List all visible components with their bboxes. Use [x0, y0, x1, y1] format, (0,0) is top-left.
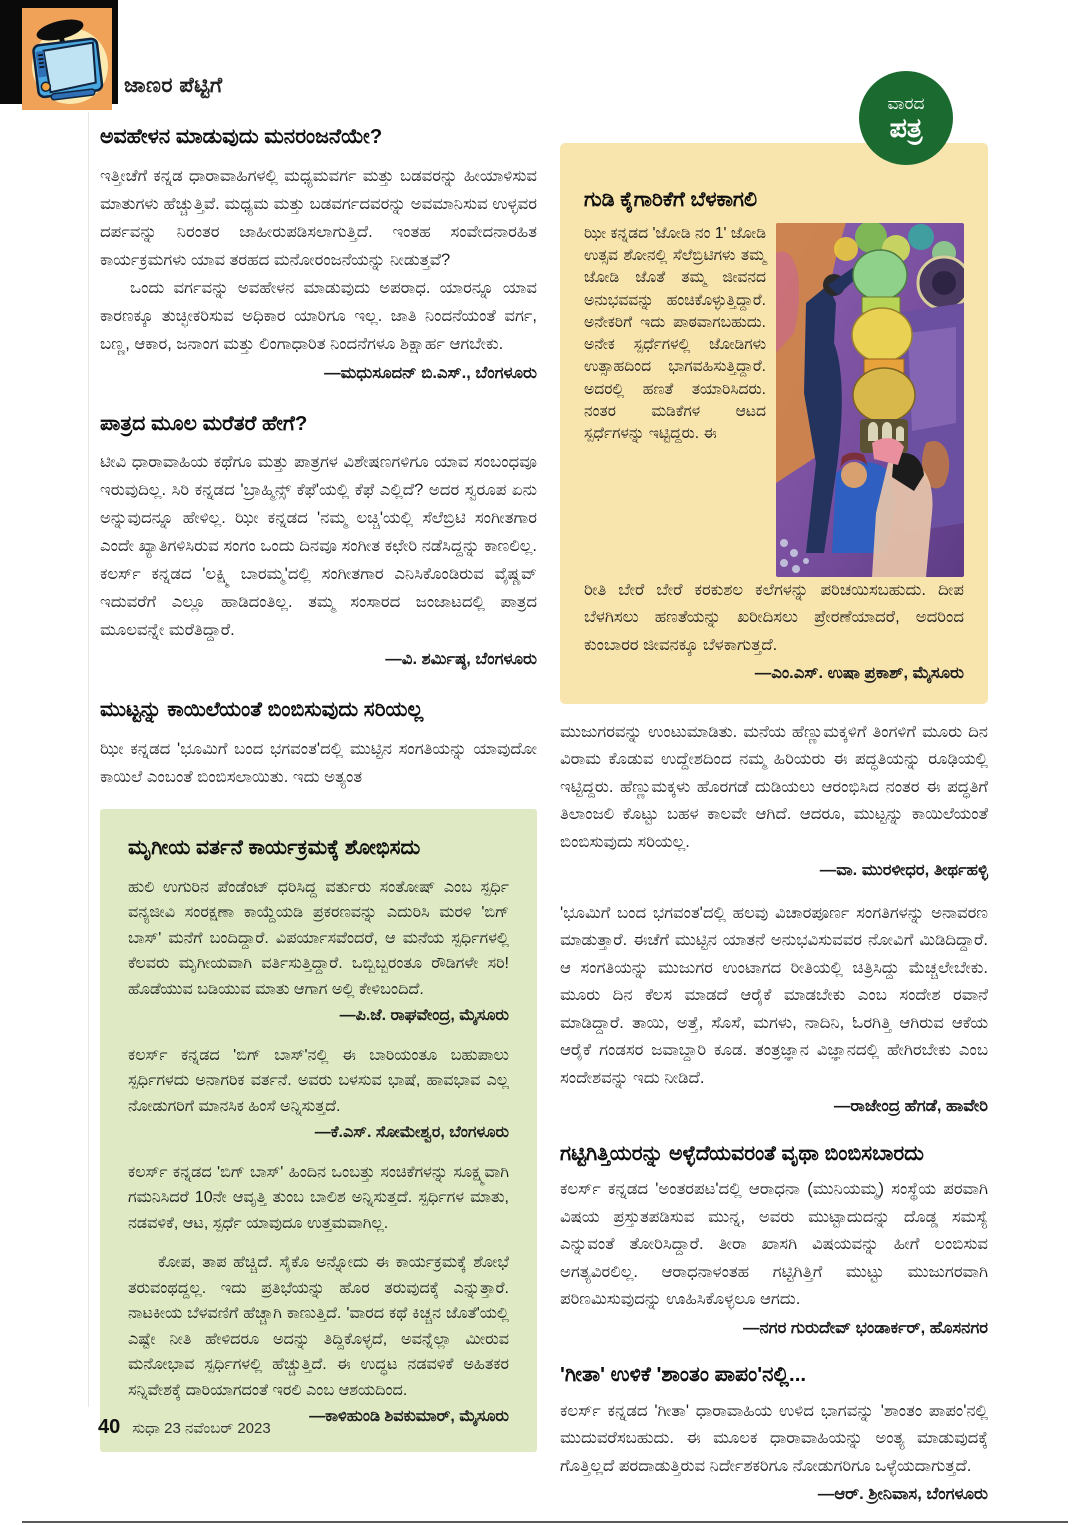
- letter-heading: 'ಗೀತಾ' ಉಳಿಕೆ 'ಶಾಂತಂ ಪಾಪಂ'ನಲ್ಲಿ...: [560, 1363, 807, 1387]
- letter-heading: ಮುಟ್ಟನ್ನು ಕಾಯಿಲೆಯಂತೆ ಬಿಂಬಿಸುವುದು ಸರಿಯಲ್ಲ: [100, 698, 424, 722]
- featured-letter-heading: ಗುಡಿ ಕೈಗಾರಿಕೆಗೆ ಬೆಳಕಾಗಲಿ: [584, 188, 758, 211]
- issue-date: ಸುಧಾ 23 ನವೆಂಬರ್ 2023: [132, 1420, 271, 1437]
- letter-paragraph: ಕಲರ್ಸ್ ಕನ್ನಡದ 'ಬಿಗ್ ಬಾಸ್'ನಲ್ಲಿ ಈ ಬಾರಿಯಂತೂ ಬಹುಪಾಲು ಸ್ಪರ್ಧಿಗಳದು ಅನಾಗರಿಕ ವರ್ತನೆ. ಅವರು ಬಳಸುವ ಭಾಷೆ, ಹಾವಭಾವ ಎಲ್ಲ ನೋಡುಗರಿಗೆ ಮಾನಸಿಕ ಹಿಂಸೆ ಅನ್ನಿಸುತ್ತದೆ.: [128, 1046, 509, 1115]
- green-highlight-box: [100, 809, 537, 1452]
- letter-signature: —ಮಧುಸೂದನ್ ಬಿ.ಎಸ್., ಬೆಂಗಳೂರು: [324, 363, 537, 382]
- letter-paragraph: ಒಂದು ವರ್ಗವನ್ನು ಅವಹೇಳನ ಮಾಡುವುದು ಅಪರಾಧ. ಯಾರನ್ನೂ ಯಾವ ಕಾರಣಕ್ಕೂ ತುಚ್ಛೀಕರಿಸುವ ಅಧಿಕಾರ ಯಾರಿಗೂ ಇಲ್ಲ. ಜಾತಿ ನಿಂದನೆಯಂತೆ ವರ್ಗ, ಬಣ್ಣ, ಆಕಾರ, ಜನಾಂಗ ಮತ್ತು ಲಿಂಗಾಧಾರಿತ ನಿಂದನೆಗಳೂ ಶಿಕ್ಷಾರ್ಹ ಆಗಬೇಕು.: [100, 278, 537, 353]
- letter-muttannu-continuation: [560, 719, 988, 885]
- television-icon: [22, 8, 112, 110]
- letter-heading: ಅವಹೇಳನ ಮಾಡುವುದು ಮನರಂಜನೆಯೇ?: [100, 125, 383, 148]
- letter-signature: —ಎಂ.ಎಸ್. ಉಷಾ ಪ್ರಕಾಶ್, ಮೈಸೂರು: [754, 664, 964, 683]
- letter-heading: ಗಟ್ಟಿಗಿತ್ತಿಯರನ್ನು ಅಳ್ಳೆದೆಯವರಂತೆ ವೃಥಾ ಬಿಂಬಿಸಬಾರದು: [560, 1141, 924, 1165]
- letter-heading: ಮೃಗೀಯ ವರ್ತನೆ ಕಾರ್ಯಕ್ರಮಕ್ಕೆ ಶೋಭಿಸದು: [128, 835, 421, 859]
- letter-paragraph: ಕಲರ್ಸ್ ಕನ್ನಡದ 'ಗೀತಾ' ಧಾರಾವಾಹಿಯ ಉಳಿದ ಭಾಗವನ್ನು 'ಶಾಂತಂ ಪಾಪಂ'ನಲ್ಲಿ ಮುದುವರೆಸಬಹುದು. ಈ ಮೂಲಕ ಧಾರಾವಾಹಿಯನ್ನು ಅಂತ್ಯ ಮಾಡುವುದಕ್ಕೆ ಗೊತ್ತಿಲ್ಲದೆ ಪರದಾಡುತ್ತಿರುವ ನಿರ್ದೇಶಕರಿಗೂ ನೋಡುಗರಿಗೂ ಒಳ್ಳೆಯದಾಗುತ್ತದೆ.: [560, 1401, 988, 1475]
- letter-bhagavanta: [560, 900, 988, 1121]
- letter-of-the-week-badge: [859, 71, 953, 165]
- badge-line1: ವಾರದ: [887, 93, 925, 113]
- letter-paragraph: ರೀತಿ ಬೇರೆ ಬೇರೆ ಕರಕುಶಲ ಕಲೆಗಳನ್ನು ಪರಿಚಯಿಸಬಹುದು. ದೀಪ ಬೆಳಗಿಸಲು ಹಣತೆಯನ್ನು ಖರೀದಿಸಲು ಪ್ರೇರಣೆಯಾದರೆ, ಅದರಿಂದ ಕುಂಬಾರರ ಜೀವನಕ್ಕೂ ಬೆಳಕಾಗುತ್ತದೆ.: [584, 580, 964, 654]
- letter-paragraph: 'ಭೂಮಿಗೆ ಬಂದ ಭಗವಂತ'ದಲ್ಲಿ ಹಲವು ವಿಚಾರಪೂರ್ಣ ಸಂಗತಿಗಳನ್ನು ಅನಾವರಣ ಮಾಡುತ್ತಾರೆ. ಈಚೆಗೆ ಮುಟ್ಟಿನ ಯಾತನೆ ಅನುಭವಿಸುವವರ ನೋವಿಗೆ ಮಿಡಿದಿದ್ದಾರೆ. ಆ ಸಂಗತಿಯನ್ನು ಮುಜುಗರ ಉಂಟಾಗದ ರೀತಿಯಲ್ಲಿ ಚಿತ್ರಿಸಿದ್ದು ಮೆಚ್ಚಲೇಬೇಕು. ಮೂರು ದಿನ ಕೆಲಸ ಮಾಡದೆ ಆರೈಕೆ ಮಾಡಬೇಕು ಎಂಬ ಸಂದೇಶ ರವಾನೆ ಮಾಡಿದ್ದಾರೆ. ತಾಯಿ, ಅತ್ತೆ, ಸೊಸೆ, ಮಗಳು, ನಾದಿನಿ, ಓರಗಿತ್ತಿ ಆಗಿರುವ ಆಕೆಯ ಆರೈಕೆ ಗಂಡಸರ ಜವಾಬ್ದಾರಿ ಕೂಡ. ತಂತ್ರಜ್ಞಾನ ವಿಜ್ಞಾನದಲ್ಲಿ ಹೇಗಿರಬೇಕು ಎಂಬ ಸಂದೇಶವನ್ನು ಇದು ನೀಡಿದೆ.: [560, 903, 988, 1087]
- page-number: 40: [98, 1416, 121, 1438]
- letter-heading: ಪಾತ್ರದ ಮೂಲ ಮರೆತರೆ ಹೇಗೆ?: [100, 411, 308, 435]
- letter-signature: —ನಗರ ಗುರುದೇವ್ ಭಂಡಾರ್ಕರ್, ಹೊಸನಗರ: [743, 1318, 988, 1337]
- left-column: [100, 124, 537, 1452]
- badge-line2: ಪತ್ರ: [889, 112, 923, 143]
- letter-muttannu: [100, 697, 537, 791]
- letter-paragraph: ಹುಲಿ ಉಗುರಿನ ಪೆಂಡೆಂಟ್ ಧರಿಸಿದ್ದ ವರ್ತುರು ಸಂತೋಷ್ ಎಂಬ ಸ್ಪರ್ಧಿ ವನ್ಯಜೀವಿ ಸಂರಕ್ಷಣಾ ಕಾಯ್ದೆಯಡಿ ಪ್ರಕರಣವನ್ನು ಎದುರಿಸಿ ಮರಳಿ 'ಬಿಗ್ ಬಾಸ್' ಮನೆಗೆ ಬಂದಿದ್ದಾರೆ. ವಿಪರ್ಯಾಸವೆಂದರೆ, ಆ ಮನೆಯ ಸ್ಪರ್ಧಿಗಳಲ್ಲಿ ಕೆಲವರು ಮೃಗೀಯವಾಗಿ ವರ್ತಿಸುತ್ತಿದ್ದಾರೆ. ಒಬ್ಬಿಬ್ಬರಂತೂ ರೌಡಿಗಳೇ ಸರಿ! ಹೊಡೆಯುವ ಬಡಿಯುವ ಮಾತು ಆಗಾಗ ಅಲ್ಲಿ ಕೇಳಿಬಂದಿದೆ.: [128, 878, 509, 998]
- letter-avahelana: [100, 124, 537, 387]
- letter-signature: —ವಾ. ಮುರಳೀಧರ, ತೀರ್ಥಹಳ್ಳಿ: [819, 861, 988, 880]
- letter-geetha: [560, 1362, 988, 1509]
- letter-signature: —ಕಾಳಿಹುಂಡಿ ಶಿವಕುಮಾರ್, ಮೈಸೂರು: [309, 1408, 509, 1425]
- letter-paragraph: ಕೋಪ, ತಾಪ ಹೆಚ್ಚಿದೆ. ಸೈಕೊ ಅನ್ನೋದು ಈ ಕಾರ್ಯಕ್ರಮಕ್ಕೆ ಶೋಭೆ ತರುವಂಥದ್ದಲ್ಲ. ಇದು ಪ್ರತಿಭೆಯನ್ನು ಹೊರ ತರುವುದಕ್ಕೆ ಎನ್ನುತ್ತಾರೆ. ನಾಟಕೀಯ ಬೆಳವಣಿಗೆ ಹೆಚ್ಚಾಗಿ ಕಾಣುತ್ತಿದೆ. 'ವಾರದ ಕಥೆ ಕಿಚ್ಚನ ಜೊತೆ'ಯಲ್ಲಿ ಎಷ್ಟೇ ನೀತಿ ಹೇಳಿದರೂ ಅದನ್ನು ತಿದ್ದಿಕೊಳ್ಳದೆ, ಅವನ್ನೆಲ್ಲಾ ಮೀರುವ ಮನೋಭಾವ ಸ್ಪರ್ಧಿಗಳಲ್ಲಿ ಹೆಚ್ಚುತ್ತಿದೆ. ಈ ಉದ್ಧಟ ನಡವಳಿಕೆ ಅಹಿತಕರ ಸನ್ನಿವೇಶಕ್ಕೆ ದಾರಿಯಾಗದಂತೆ ಇರಲಿ ಎಂಬ ಆಶಯದಿಂದ.: [128, 1254, 509, 1399]
- jodi-show-photo: [776, 223, 964, 577]
- letter-paragraph: ಝೀ ಕನ್ನಡದ 'ಭೂಮಿಗೆ ಬಂದ ಭಗವಂತ'ದಲ್ಲಿ ಮುಟ್ಟಿನ ಸಂಗತಿಯನ್ನು ಯಾವುದೋ ಕಾಯಿಲೆ ಎಂಬಂತೆ ಬಿಂಬಿಸಲಾಯಿತು. ಇದು ಅತ್ಯಂತ: [100, 739, 537, 786]
- left-margin-rule: [88, 112, 89, 1407]
- letter-paragraph: ಕಲರ್ಸ್ ಕನ್ನಡದ 'ಬಿಗ್ ಬಾಸ್' ಹಿಂದಿನ ಒಂಬತ್ತು ಸಂಚಿಕೆಗಳನ್ನು ಸೂಕ್ಷ್ಮವಾಗಿ ಗಮನಿಸಿದರೆ 10ನೇ ಆವೃತ್ತಿ ತುಂಬ ಬಾಲಿಶ ಅನ್ನಿಸುತ್ತದೆ. ಸ್ಪರ್ಧಿಗಳ ಮಾತು, ನಡವಳಿಕೆ, ಆಟ, ಸ್ಪರ್ಧೆ ಯಾವುದೂ ಉತ್ತಮವಾಗಿಲ್ಲ.: [128, 1163, 509, 1232]
- letter-signature: —ಪಿ.ಜೆ. ರಾಘವೇಂದ್ರ, ಮೈಸೂರು: [339, 1007, 509, 1024]
- masthead-title: ಜಾಣರ ಪೆಟ್ಟಿಗೆ: [124, 74, 223, 97]
- page-footer: [98, 1416, 271, 1439]
- letter-paragraph: ಕಲರ್ಸ್ ಕನ್ನಡದ 'ಅಂತರಪಟ'ದಲ್ಲಿ ಆರಾಧನಾ (ಮುನಿಯಮ್ಮ) ಸಂಸ್ಥೆಯ ಪರವಾಗಿ ವಿಷಯ ಪ್ರಸ್ತುತಪಡಿಸುವ ಮುನ್ನ, ಅವರು ಮುಟ್ಟಾದುದನ್ನು ದೊಡ್ಡ ಸಮಸ್ಯೆ ಎನ್ನುವಂತೆ ತೋರಿಸಿದ್ದಾರೆ. ತೀರಾ ಖಾಸಗಿ ವಿಷಯವನ್ನು ಹೀಗೆ ಲಂಬಿಸುವ ಅಗತ್ಯವಿರಲಿಲ್ಲ. ಆರಾಧನಾಳಂತಹ ಗಟ್ಟಿಗಿತ್ತಿಗೆ ಮುಟ್ಟು ಮುಜುಗರವಾಗಿ ಪರಿಣಮಿಸುವುದನ್ನು ಊಹಿಸಿಕೊಳ್ಳಲೂ ಆಗದು.: [560, 1180, 988, 1309]
- tv-icon-panel: [0, 0, 118, 104]
- letter-signature: —ವಿ. ಶರ್ಮಿಷ್ಠ, ಬೆಂಗಳೂರು: [385, 650, 537, 669]
- letter-paragraph: ಮುಜುಗರವನ್ನು ಉಂಟುಮಾಡಿತು. ಮನೆಯ ಹೆಣ್ಣುಮಕ್ಕಳಿಗೆ ತಿಂಗಳಿಗೆ ಮೂರು ದಿನ ವಿರಾಮ ಕೊಡುವ ಉದ್ದೇಶದಿಂದ ನಮ್ಮ ಹಿರಿಯರು ಈ ಪದ್ಧತಿಯನ್ನು ರೂಢಿಯಲ್ಲಿ ಇಟ್ಟಿದ್ದರು. ಹೆಣ್ಣುಮಕ್ಕಳು ಹೊರಗಡೆ ದುಡಿಯಲು ಆರಂಭಿಸಿದ ನಂತರ ಈ ಪದ್ಧತಿಗೆ ತಿಲಾಂಜಲಿ ಕೊಟ್ಟು ಬಹಳ ಕಾಲವೇ ಆಗಿದೆ. ಆದರೂ, ಮುಟ್ಟನ್ನು ಕಾಯಿಲೆಯಂತೆ ಬಿಂಬಿಸುವುದು ಸರಿಯಲ್ಲ.: [560, 722, 988, 851]
- letter-paragraph: ಇತ್ತೀಚೆಗೆ ಕನ್ನಡ ಧಾರಾವಾಹಿಗಳಲ್ಲಿ ಮಧ್ಯಮವರ್ಗ ಮತ್ತು ಬಡವರನ್ನು ಹೀಯಾಳಿಸುವ ಮಾತುಗಳು ಹೆಚ್ಚುತ್ತಿವೆ. ಮಧ್ಯಮ ಮತ್ತು ಬಡವರ್ಗದವರನ್ನು ಅವಮಾನಿಸುವ ಉಳ್ಳವರ ದರ್ಪವನ್ನು ನಿರಂತರ ಜಾಹೀರುಪಡಿಸಲಾಗುತ್ತಿದೆ. ಇಂತಹ ಸಂವೇದನಾರಹಿತ ಕಾರ್ಯಕ್ರಮಗಳು ಯಾವ ತರಹದ ಮನೋರಂಜನೆಯನ್ನು ನೀಡುತ್ತವೆ?: [100, 166, 537, 269]
- right-column: [560, 143, 988, 1509]
- featured-letter-box: [560, 143, 988, 704]
- page-bottom-edge: [22, 1521, 1068, 1523]
- letter-patrada-moola: [100, 411, 537, 674]
- letter-signature: —ಕೆ.ಎಸ್. ಸೋಮೇಶ್ವರ, ಬೆಂಗಳೂರು: [314, 1124, 509, 1141]
- featured-letter-body: [584, 223, 964, 577]
- pot-stacking-scene-illustration: [776, 223, 964, 577]
- letter-antarapata: [560, 1141, 988, 1343]
- letter-paragraph: ಟೀವಿ ಧಾರಾವಾಹಿಯ ಕಥೆಗೂ ಮತ್ತು ಪಾತ್ರಗಳ ವಿಶೇಷಣಗಳಿಗೂ ಯಾವ ಸಂಬಂಧವೂ ಇರುವುದಿಲ್ಲ. ಸಿರಿ ಕನ್ನಡದ 'ಬ್ರಾಹ್ಮಿನ್ಸ್ ಕೆಫೆ'ಯಲ್ಲಿ ಕೆಫೆ ಎಲ್ಲಿದೆ? ಅದರ ಸ್ವರೂಪ ಏನು ಅನ್ನುವುದನ್ನೂ ಹೇಳಿಲ್ಲ. ಝೀ ಕನ್ನಡದ 'ನಮ್ಮ ಲಚ್ಚಿ'ಯಲ್ಲಿ ಸೆಲೆಬ್ರಿಟಿ ಸಂಗೀತಗಾರ ಎಂದೇ ಖ್ಯಾತಿಗಳಿಸಿರುವ ಸಂಗಂ ಒಂದು ದಿನವೂ ಸಂಗೀತ ಕಛೇರಿ ನಡೆಸಿದ್ದನ್ನು ಕಾಣಲಿಲ್ಲ. ಕಲರ್ಸ್ ಕನ್ನಡದ 'ಲಕ್ಷ್ಮಿ ಬಾರಮ್ಮ'ದಲ್ಲಿ ಸಂಗೀತಗಾರ ಎನಿಸಿಕೊಂಡಿರುವ ವೈಷ್ಣವ್ ಇದುವರೆಗೆ ಎಲ್ಲೂ ಹಾಡಿದಂತಿಲ್ಲ. ತಮ್ಮ ಸಂಸಾರದ ಜಂಜಾಟದಲ್ಲಿ ಪಾತ್ರದ ಮೂಲವನ್ನೇ ಮರೆತಿದ್ದಾರೆ.: [100, 453, 537, 640]
- letter-signature: —ರಾಜೇಂದ್ರ ಹೆಗಡೆ, ಹಾವೇರಿ: [833, 1097, 988, 1116]
- letter-paragraph: ಝೀ ಕನ್ನಡದ 'ಜೋಡಿ ನಂ 1' ಜೋಡಿ ಉತ್ಸವ ಶೋನಲ್ಲಿ ಸೆಲೆಬ್ರಿಟಿಗಳು ತಮ್ಮ ಜೋಡಿ ಜೊತೆ ತಮ್ಮ ಜೀವನದ ಅನುಭವವನ್ನು ಹಂಚಿಕೊಳ್ಳುತ್ತಿದ್ದಾರೆ. ಅನೇಕರಿಗೆ ಇದು ಪಾಠವಾಗಬಹುದು. ಅನೇಕ ಸ್ಪರ್ಧೆಗಳಲ್ಲಿ ಜೋಡಿಗಳು ಉತ್ಸಾಹದಿಂದ ಭಾಗವಹಿಸುತ್ತಿದ್ದಾರೆ. ಅದರಲ್ಲಿ ಹಣತೆ ತಯಾರಿಸಿದರು. ನಂತರ ಮಡಿಕೆಗಳ ಆಟದ ಸ್ಪರ್ಧೆಗಳನ್ನು ಇಟ್ಟಿದ್ದರು. ಈ: [584, 224, 766, 443]
- letter-signature: —ಆರ್. ಶ್ರೀನಿವಾಸ, ಬೆಂಗಳೂರು: [817, 1485, 988, 1504]
